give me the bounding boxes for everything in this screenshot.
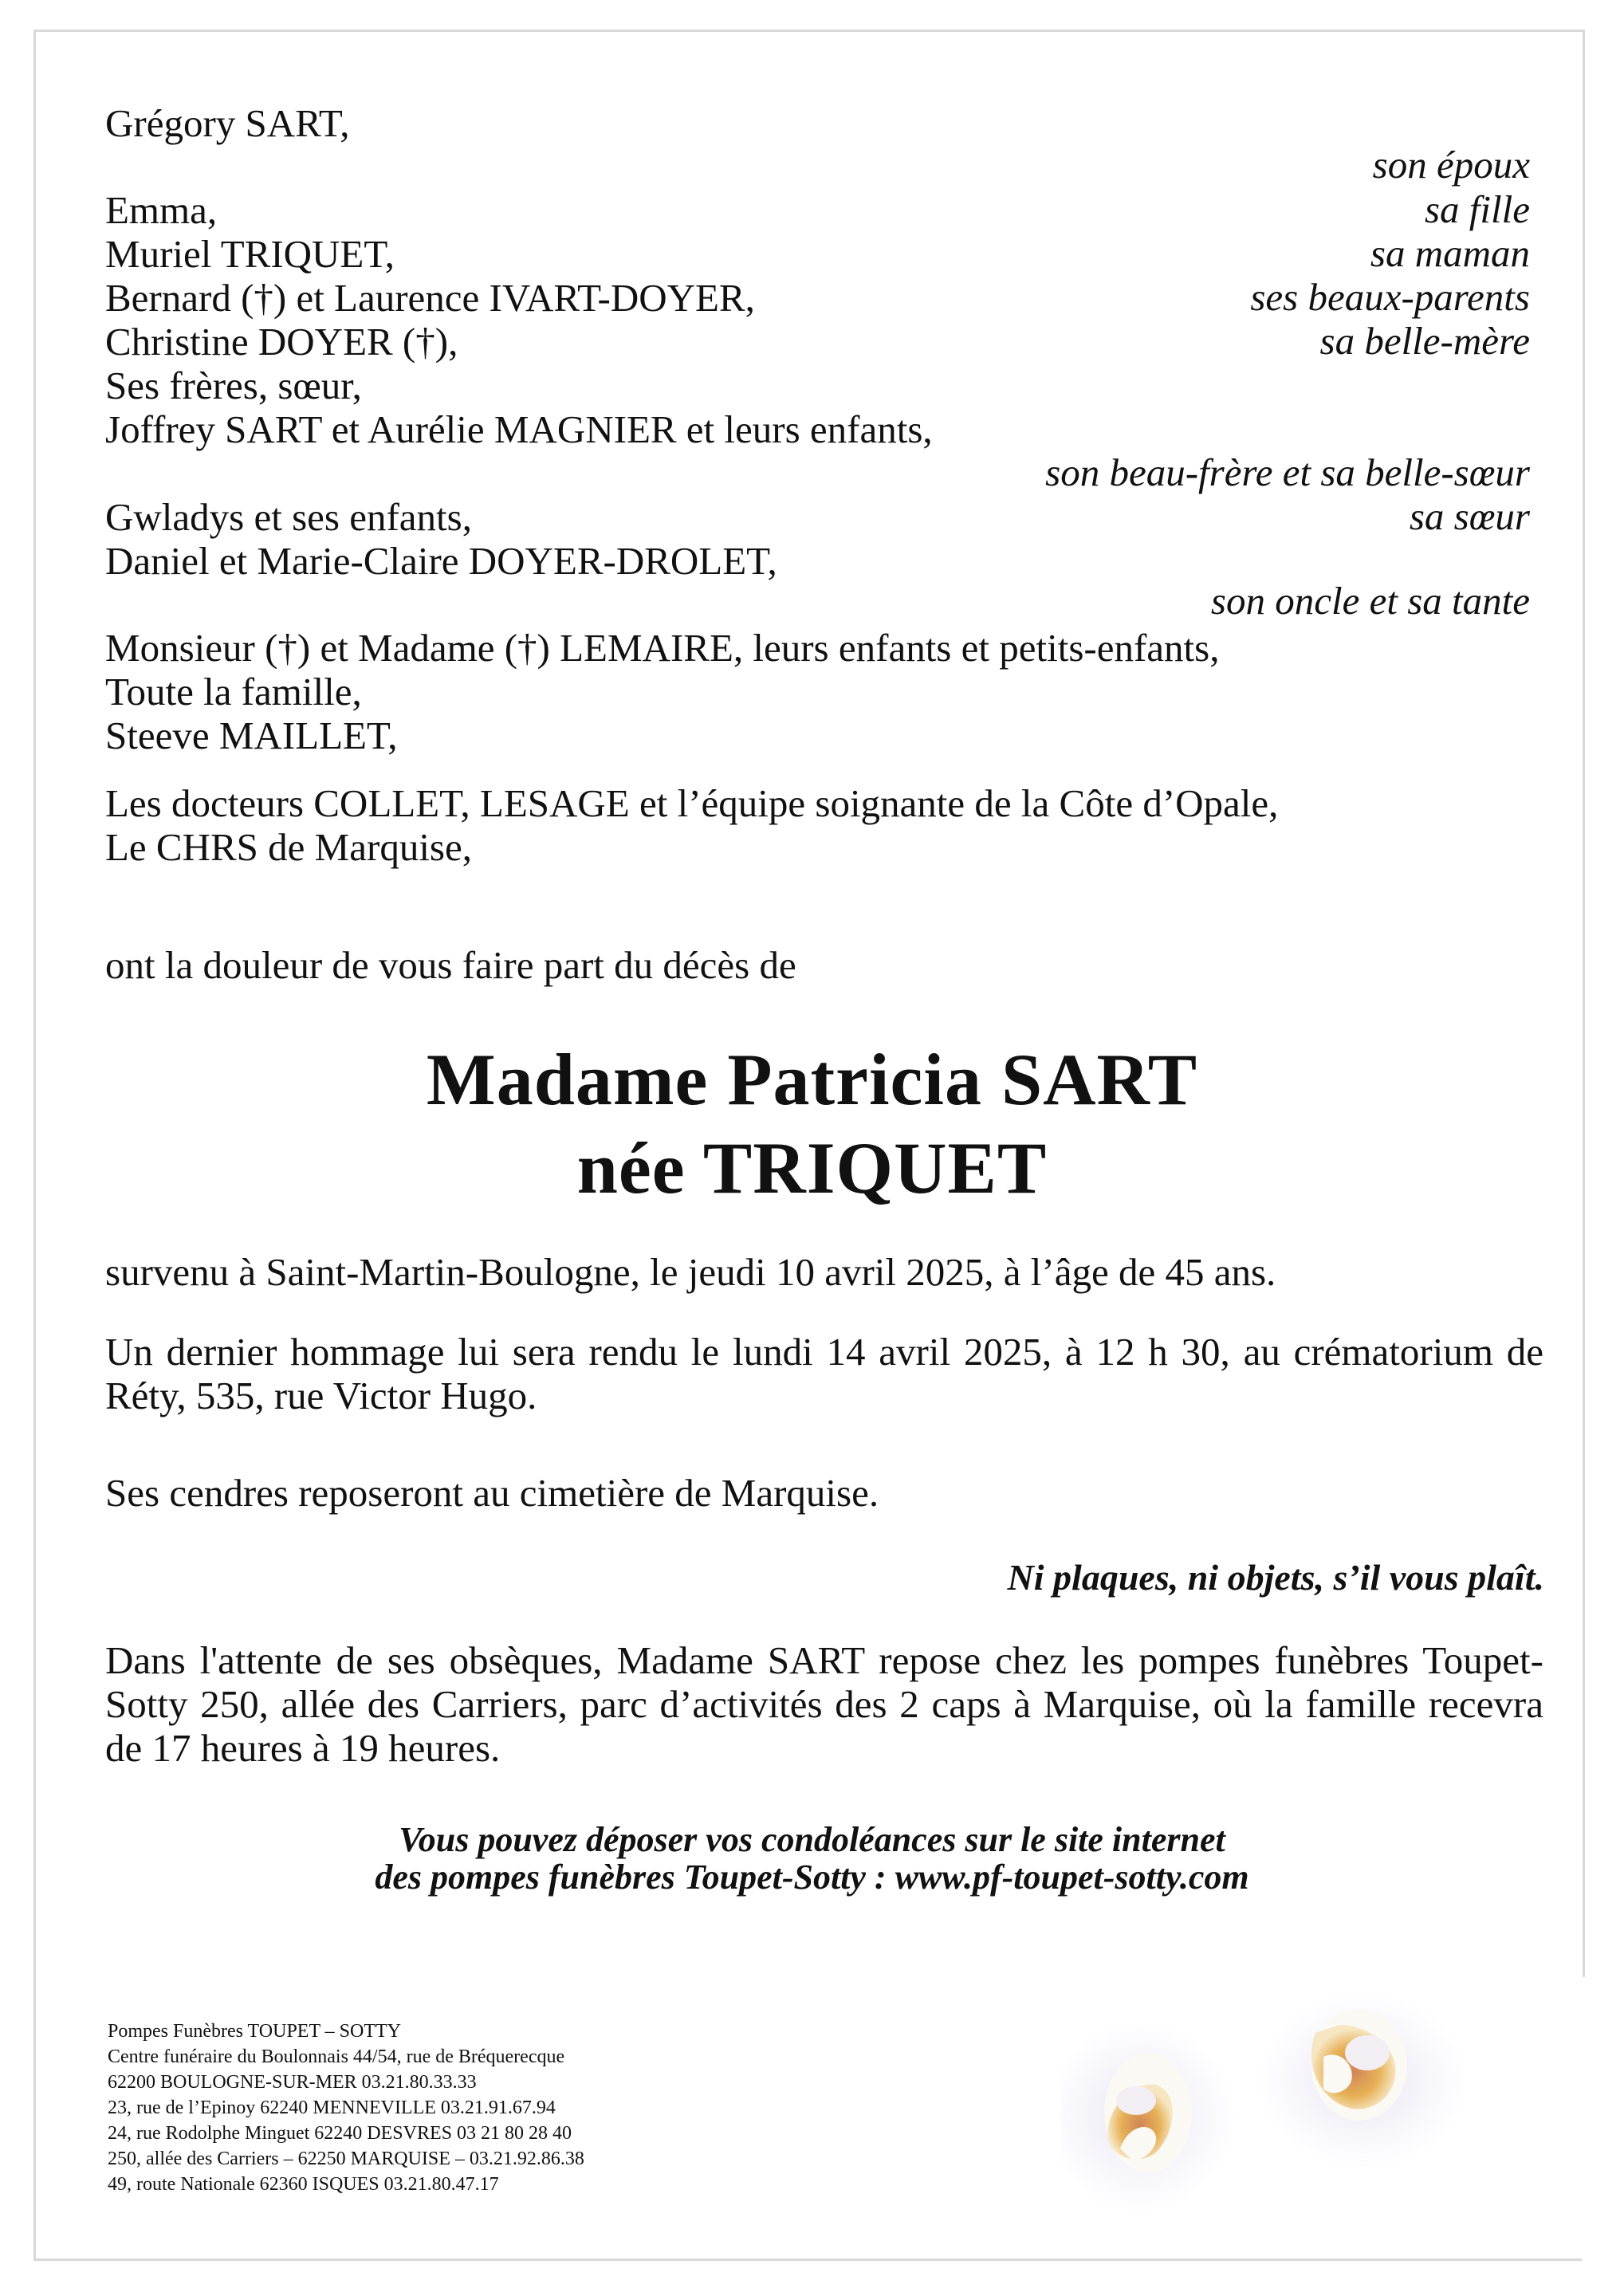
family-line: Daniel et Marie-Claire DOYER-DROLET, — [105, 539, 777, 583]
ashes-details: Ses cendres reposeront au cimetière de Marquise. — [105, 1471, 879, 1515]
family-line: Joffrey SART et Aurélie MAGNIER et leurs enfants, — [105, 407, 933, 451]
condolences-link-line[interactable]: des pompes funèbres Toupet-Sotty : www.pf-toupet-sotty.com — [375, 1858, 1249, 1897]
relation-label: sa maman — [1370, 231, 1530, 275]
footer-line: 250, allée des Carriers – 62250 MARQUISE – 03.21.92.86.38 — [108, 2149, 584, 2169]
orchid-flowers-icon — [1060, 1969, 1555, 2264]
family-line: Toute la famille, — [105, 670, 362, 714]
family-line: Steeve MAILLET, — [105, 714, 398, 757]
family-line: Ses frères, sœur, — [105, 364, 362, 407]
deceased-maiden-name: née TRIQUET — [576, 1127, 1048, 1209]
relation-label: sa fille — [1424, 187, 1530, 231]
tribute-details: Un dernier hommage lui sera rendu le lundi 14 avril 2025, à 12 h 30, au crématorium de Réty, 535, rue Victor Hugo. — [105, 1330, 1543, 1417]
viewing-details: Dans l'attente de ses obsèques, Madame SART repose chez les pompes funèbres Toupet-Sotty 250, allée des Carriers, parc d’activités des 2 caps à Marquise, où la famille recevra de 17 heures à 19 heures. — [105, 1638, 1543, 1770]
family-line: Le CHRS de Marquise, — [105, 825, 472, 869]
relation-label: ses beaux-parents — [1250, 275, 1530, 319]
footer-line: 62200 BOULOGNE-SUR-MER 03.21.80.33.33 — [108, 2072, 477, 2093]
family-line: Monsieur (†) et Madame (†) LEMAIRE, leurs enfants et petits-enfants, — [105, 626, 1220, 670]
footer-line: Centre funéraire du Boulonnais 44/54, rue de Bréquerecque — [108, 2046, 565, 2067]
deceased-name: Madame Patricia SART — [426, 1039, 1198, 1120]
family-line: Gwladys et ses enfants, — [105, 495, 472, 539]
relation-label: son beau-frère et sa belle-sœur — [1045, 450, 1530, 494]
funeral-home-footer — [108, 2019, 584, 2197]
orchid-left — [1060, 2021, 1236, 2212]
family-line: Muriel TRIQUET, — [105, 232, 395, 276]
relation-label: son époux — [1372, 143, 1530, 187]
footer-line: 49, route Nationale 62360 ISQUES 03.21.80.47.17 — [108, 2174, 499, 2195]
death-details: survenu à Saint-Martin-Boulogne, le jeudi 10 avril 2025, à l’âge de 45 ans. — [105, 1250, 1276, 1294]
footer-line: Pompes Funèbres TOUPET – SOTTY — [108, 2021, 402, 2042]
footer-line: 24, rue Rodolphe Minguet 62240 DESVRES 03 21 80 28 40 — [108, 2123, 572, 2144]
no-flowers-notice: Ni plaques, ni objets, s’il vous plaît. — [1007, 1557, 1544, 1598]
condolences-line: Vous pouvez déposer vos condoléances sur le site internet — [399, 1820, 1225, 1859]
relation-label: sa belle-mère — [1319, 319, 1530, 363]
relation-label: son oncle et sa tante — [1210, 579, 1530, 623]
footer-line: 23, rue de l’Epinoy 62240 MENNEVILLE 03.21.91.67.94 — [108, 2097, 556, 2118]
family-line: Emma, — [105, 188, 218, 232]
relation-label: sa sœur — [1409, 494, 1530, 538]
announcement-text: ont la douleur de vous faire part du décès de — [105, 943, 796, 987]
family-line: Christine DOYER (†), — [105, 320, 458, 364]
orchid-right — [1260, 1993, 1467, 2168]
family-line: Bernard (†) et Laurence IVART-DOYER, — [105, 276, 755, 320]
family-line: Les docteurs COLLET, LESAGE et l’équipe soignante de la Côte d’Opale, — [105, 781, 1279, 825]
family-line: Grégory SART, — [105, 101, 350, 145]
